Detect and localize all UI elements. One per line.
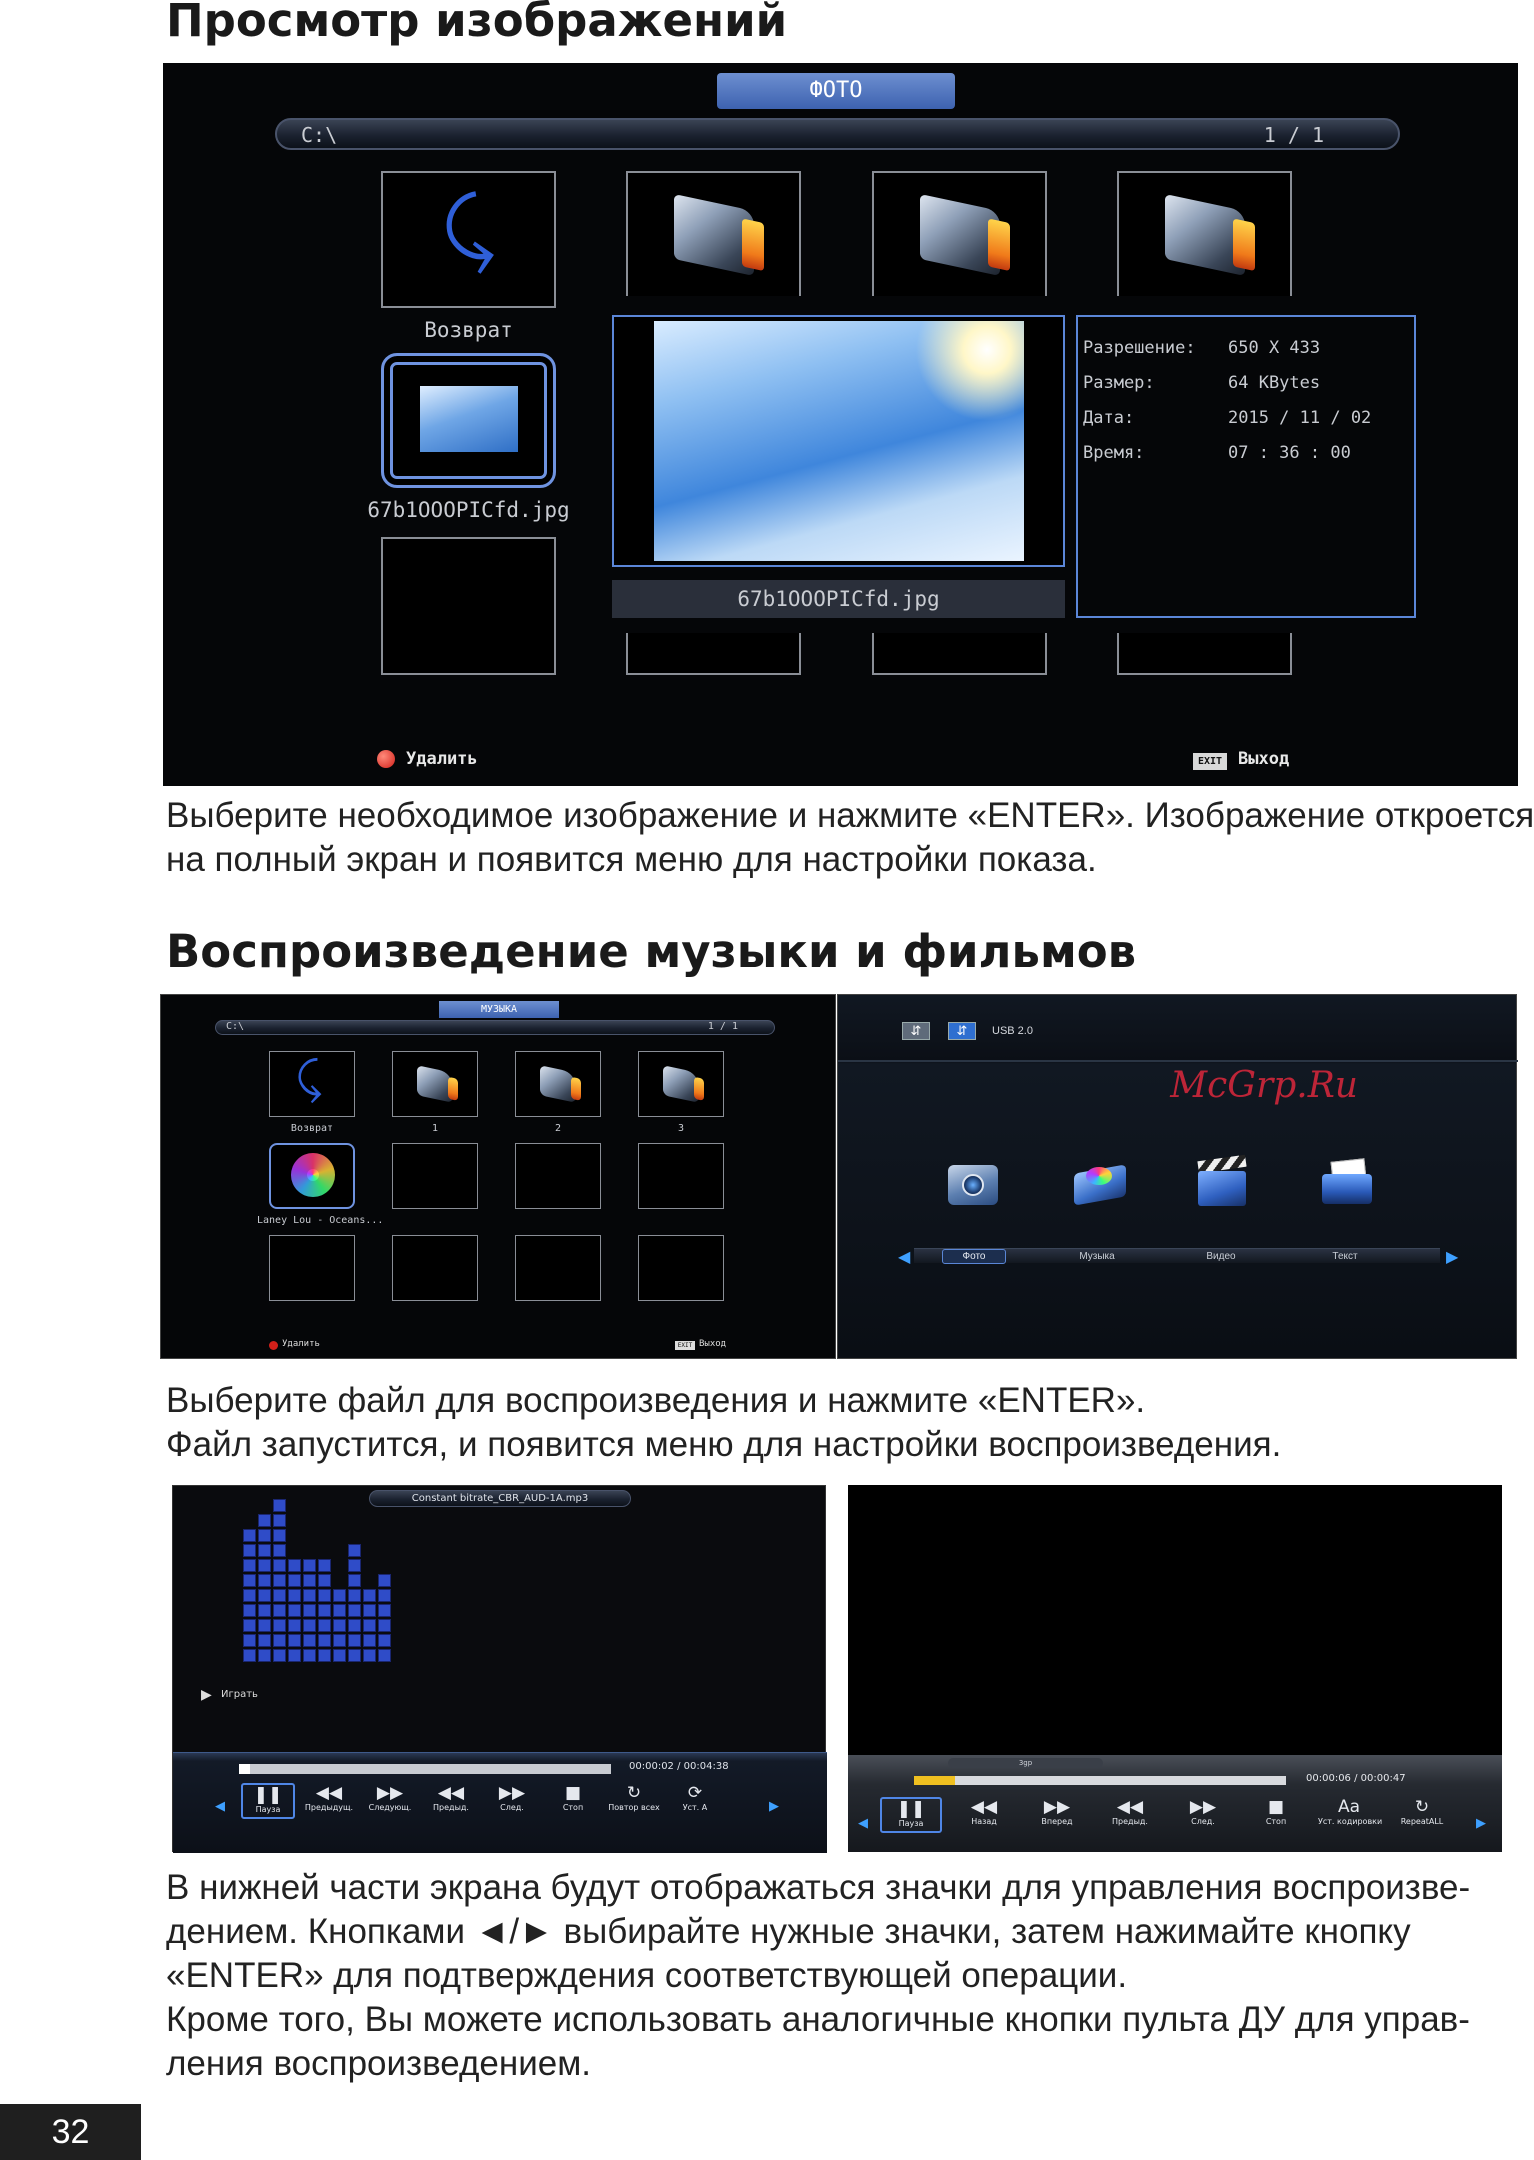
empty-tile[interactable] xyxy=(269,1235,355,1301)
control-button-5[interactable] xyxy=(1172,1797,1234,1833)
spectrum-segment xyxy=(243,1544,256,1557)
spectrum-segment xyxy=(273,1649,286,1662)
arrow-right-icon[interactable]: ▶ xyxy=(1446,1249,1459,1266)
spectrum-segment xyxy=(348,1574,361,1587)
spectrum-segment xyxy=(303,1634,316,1647)
spectrum-segment xyxy=(318,1649,331,1662)
control-glyph-icon: ◀◀ xyxy=(970,1797,998,1817)
section-title-music-video: Воспроизведение музыки и фильмов xyxy=(166,925,1137,978)
spectrum-segment xyxy=(333,1619,346,1632)
control-button-1[interactable] xyxy=(241,1783,295,1819)
spectrum-segment xyxy=(318,1589,331,1602)
folder-icon xyxy=(663,1065,699,1103)
control-button-1[interactable] xyxy=(880,1797,942,1833)
menu-item-music[interactable]: Музыка xyxy=(1079,1251,1115,1262)
progress-fill xyxy=(239,1764,250,1774)
control-label: Уст. A xyxy=(682,1803,708,1812)
file-tile-selected[interactable] xyxy=(381,353,556,488)
control-label: Следующ. xyxy=(368,1803,412,1812)
spectrum-segment xyxy=(333,1649,346,1662)
arrow-left-icon[interactable]: ◀ xyxy=(858,1815,868,1830)
delete-label[interactable]: Удалить xyxy=(406,749,478,769)
preview-image xyxy=(654,321,1024,561)
control-glyph-icon: ◀◀ xyxy=(1116,1797,1144,1817)
control-glyph-icon: ▶▶ xyxy=(1189,1797,1217,1817)
video-player-screen xyxy=(848,1485,1502,1852)
spectrum-segment xyxy=(273,1634,286,1647)
exit-key-icon: EXIT xyxy=(675,1341,695,1350)
time-display: 00:00:06 / 00:00:47 xyxy=(1306,1773,1406,1784)
control-button-7[interactable] xyxy=(1318,1797,1383,1833)
spectrum-segment xyxy=(258,1544,271,1557)
folder-tile-2[interactable] xyxy=(515,1051,601,1117)
path-bar xyxy=(275,118,1400,150)
folder-tile-3[interactable] xyxy=(1117,171,1292,296)
spectrum-segment xyxy=(288,1634,301,1647)
image-thumbnail xyxy=(420,386,518,452)
spectrum-segment xyxy=(258,1589,271,1602)
control-label: Предыд. xyxy=(1112,1817,1148,1826)
path-bar xyxy=(215,1020,775,1035)
control-glyph-icon: Aa xyxy=(1337,1797,1361,1817)
spectrum-segment xyxy=(288,1649,301,1662)
spectrum-segment xyxy=(333,1634,346,1647)
spectrum-segment xyxy=(378,1649,391,1662)
control-label: След. xyxy=(500,1803,524,1812)
page-indicator: 1 / 1 xyxy=(707,1021,738,1032)
control-glyph-icon: ⟳ xyxy=(687,1783,703,1803)
control-glyph-icon: ▶▶ xyxy=(1043,1797,1071,1817)
spectrum-segment xyxy=(303,1649,316,1662)
control-glyph-icon: ◀◀ xyxy=(437,1783,465,1803)
empty-tile[interactable] xyxy=(872,633,1047,675)
empty-tile[interactable] xyxy=(392,1143,478,1209)
spectrum-segment xyxy=(348,1649,361,1662)
file-tile-selected[interactable] xyxy=(269,1143,355,1209)
spectrum-segment xyxy=(303,1589,316,1602)
spectrum-segment xyxy=(318,1634,331,1647)
control-label: Предыдущ. xyxy=(304,1803,354,1812)
control-button-4[interactable] xyxy=(1099,1797,1161,1833)
spectrum-segment xyxy=(273,1574,286,1587)
info-row: Разрешение: 650 X 433 xyxy=(1083,338,1321,358)
play-icon: ▶ xyxy=(201,1686,212,1702)
spectrum-segment xyxy=(378,1604,391,1617)
control-panel xyxy=(848,1755,1502,1852)
control-label: Назад xyxy=(971,1817,997,1826)
control-label: RepeatALL xyxy=(1400,1817,1444,1826)
spectrum-segment xyxy=(243,1529,256,1542)
progress-fill xyxy=(914,1776,955,1785)
empty-tile[interactable] xyxy=(515,1235,601,1301)
control-label: Уст. кодировки xyxy=(1318,1817,1383,1826)
progress-track[interactable] xyxy=(239,1764,611,1774)
control-glyph-icon: ❚❚ xyxy=(896,1799,926,1819)
spectrum-segment xyxy=(258,1529,271,1542)
control-label: Предыд. xyxy=(433,1803,469,1812)
empty-tile[interactable] xyxy=(638,1143,724,1209)
menu-item-video[interactable]: Видео xyxy=(1206,1251,1236,1262)
control-button-8[interactable] xyxy=(668,1783,722,1819)
control-button-2[interactable] xyxy=(953,1797,1015,1833)
page-indicator: 1 / 1 xyxy=(1263,123,1324,147)
back-tile[interactable] xyxy=(381,171,556,308)
music-browser-screen xyxy=(160,994,836,1359)
spectrum-segment xyxy=(243,1619,256,1632)
empty-tile[interactable] xyxy=(381,537,556,675)
watermark: McGrp.Ru xyxy=(1170,1065,1358,1106)
progress-track[interactable] xyxy=(914,1776,1286,1785)
music-box-icon[interactable] xyxy=(1074,1155,1126,1205)
spectrum-segment xyxy=(363,1634,376,1647)
spectrum-segment xyxy=(258,1619,271,1632)
spectrum-segment xyxy=(288,1604,301,1617)
control-label: Стоп xyxy=(562,1803,584,1812)
spectrum-segment xyxy=(363,1649,376,1662)
control-panel xyxy=(173,1752,827,1853)
control-label: Вперед xyxy=(1041,1817,1073,1826)
spectrum-segment xyxy=(348,1619,361,1632)
category-menu-bar xyxy=(914,1248,1440,1263)
spectrum-segment xyxy=(348,1634,361,1647)
spectrum-segment xyxy=(288,1559,301,1572)
control-glyph-icon: ▶▶ xyxy=(376,1783,404,1803)
spectrum-segment xyxy=(243,1559,256,1572)
folder-tile-2[interactable] xyxy=(872,171,1047,296)
spectrum-segment xyxy=(258,1604,271,1617)
spectrum-segment xyxy=(258,1634,271,1647)
spectrum-segment xyxy=(303,1604,316,1617)
section3-paragraph: В нижней части экрана будут отображаться значки для управления воспроизве- дением. Кнопками ◄/► выбирайте нужные значки, затем нажимайте кнопку «ENTER» для подтверждения соответствующей операции. Кроме того, Вы можете использовать аналогичные кнопки пульта ДУ для управ- ления воспроизведением. xyxy=(166,1868,1471,2083)
red-key-icon xyxy=(269,1341,278,1350)
page-number: 32 xyxy=(0,2104,141,2160)
info-row: Дата: 2015 / 11 / 02 xyxy=(1083,408,1372,428)
folder-icon xyxy=(920,193,1000,275)
control-glyph-icon: ■ xyxy=(564,1783,582,1803)
path-text: C:\ xyxy=(226,1021,245,1032)
spectrum-segment xyxy=(288,1589,301,1602)
control-button-7[interactable] xyxy=(607,1783,661,1819)
spectrum-segment xyxy=(273,1619,286,1632)
track-title: Constant bitrate_CBR_AUD-1A.mp3 xyxy=(369,1490,631,1507)
control-button-5[interactable] xyxy=(485,1783,539,1819)
exit-label[interactable]: Выход xyxy=(699,1339,727,1349)
spectrum-segment xyxy=(243,1574,256,1587)
spectrum-segment xyxy=(378,1589,391,1602)
spectrum-segment xyxy=(243,1634,256,1647)
control-button-2[interactable] xyxy=(302,1783,356,1819)
usb-icon-selected: ⇵ xyxy=(948,1022,976,1040)
media-main-menu-screen xyxy=(837,994,1517,1359)
music-disc-icon xyxy=(291,1153,335,1197)
control-button-6[interactable] xyxy=(546,1783,600,1819)
spectrum-segment xyxy=(303,1559,316,1572)
arrow-left-icon[interactable]: ◀ xyxy=(215,1798,225,1813)
spectrum-segment xyxy=(258,1649,271,1662)
control-glyph-icon: ▶▶ xyxy=(498,1783,526,1803)
photo-browser-screen xyxy=(163,63,1518,786)
spectrum-segment xyxy=(243,1604,256,1617)
file-name: Laney Lou - Oceans... xyxy=(257,1215,384,1226)
section1-paragraph: Выберите необходимое изображение и нажмите «ENTER». Изображение откроется на полный экран и появится меню для настройки показа. xyxy=(166,796,1534,879)
menu-item-photo[interactable]: Фото xyxy=(942,1249,1006,1264)
spectrum-segment xyxy=(243,1649,256,1662)
empty-tile[interactable] xyxy=(392,1235,478,1301)
screen-header: ФОТО xyxy=(717,73,955,109)
spectrum-segment xyxy=(348,1559,361,1572)
spectrum-segment xyxy=(333,1604,346,1617)
spectrum-segment xyxy=(258,1514,271,1527)
folder-icon xyxy=(540,1065,576,1103)
arrow-right-icon[interactable]: ▶ xyxy=(769,1798,779,1813)
camera-icon[interactable] xyxy=(948,1165,998,1205)
spectrum-visualizer xyxy=(243,1516,463,1664)
text-document-icon[interactable] xyxy=(1322,1160,1372,1205)
spectrum-segment xyxy=(333,1589,346,1602)
spectrum-segment xyxy=(378,1574,391,1587)
folder-icon xyxy=(1165,193,1245,275)
play-status: Играть xyxy=(221,1689,258,1700)
empty-tile[interactable] xyxy=(638,1235,724,1301)
folder-tile-3[interactable] xyxy=(638,1051,724,1117)
clapperboard-icon[interactable] xyxy=(1198,1158,1246,1206)
arrow-right-icon[interactable]: ▶ xyxy=(1476,1815,1486,1830)
red-key-icon xyxy=(377,750,395,768)
empty-tile[interactable] xyxy=(1117,633,1292,675)
back-label: Возврат xyxy=(424,318,513,342)
spectrum-segment xyxy=(258,1559,271,1572)
back-label: Возврат xyxy=(290,1123,334,1134)
spectrum-segment xyxy=(303,1574,316,1587)
return-arrow-icon: ⤹ xyxy=(296,1053,323,1104)
spectrum-segment xyxy=(273,1499,286,1512)
control-glyph-icon: ↻ xyxy=(626,1783,642,1803)
preview-frame xyxy=(612,315,1065,567)
usb-icon: ⇵ xyxy=(902,1022,930,1040)
control-button-3[interactable] xyxy=(363,1783,417,1819)
control-glyph-icon: ↻ xyxy=(1414,1797,1430,1817)
spectrum-segment xyxy=(348,1604,361,1617)
spectrum-segment xyxy=(318,1559,331,1572)
spectrum-segment xyxy=(378,1634,391,1647)
file-info-panel xyxy=(1076,315,1416,618)
exit-label[interactable]: Выход xyxy=(1238,749,1290,769)
folder-tile-1[interactable] xyxy=(392,1051,478,1117)
control-button-3[interactable] xyxy=(1026,1797,1088,1833)
spectrum-segment xyxy=(288,1574,301,1587)
arrow-left-icon[interactable]: ◀ xyxy=(898,1249,911,1266)
menu-item-text[interactable]: Текст xyxy=(1332,1251,1358,1262)
usb-label: USB 2.0 xyxy=(992,1025,1033,1037)
spectrum-segment xyxy=(363,1604,376,1617)
spectrum-segment xyxy=(363,1589,376,1602)
spectrum-segment xyxy=(348,1589,361,1602)
control-label: Стоп xyxy=(1265,1817,1287,1826)
spectrum-segment xyxy=(273,1604,286,1617)
folder-label: 1 xyxy=(431,1123,439,1134)
path-text: C:\ xyxy=(301,123,338,147)
section-title-photo: Просмотр изображений xyxy=(166,0,788,47)
folder-label: 3 xyxy=(677,1123,685,1134)
file-name: 67b1OOOPICfd.jpg xyxy=(367,498,570,522)
preview-caption: 67b1OOOPICfd.jpg xyxy=(612,580,1065,618)
screen-header: МУЗЫКА xyxy=(439,1001,559,1018)
folder-label: 2 xyxy=(554,1123,562,1134)
spectrum-segment xyxy=(288,1619,301,1632)
time-display: 00:00:02 / 00:04:38 xyxy=(629,1761,729,1772)
control-label: След. xyxy=(1191,1817,1215,1826)
spectrum-segment xyxy=(318,1574,331,1587)
spectrum-segment xyxy=(303,1619,316,1632)
info-row: Время: 07 : 36 : 00 xyxy=(1083,443,1351,463)
folder-tile-1[interactable] xyxy=(626,171,801,296)
spectrum-segment xyxy=(378,1619,391,1632)
spectrum-segment xyxy=(273,1559,286,1572)
music-player-screen xyxy=(172,1485,826,1852)
spectrum-segment xyxy=(273,1514,286,1527)
control-glyph-icon: ◀◀ xyxy=(315,1783,343,1803)
folder-icon xyxy=(674,193,754,275)
control-label: Повтор всех xyxy=(608,1803,660,1812)
control-label: Пауза xyxy=(898,1819,924,1828)
control-glyph-icon: ❚❚ xyxy=(253,1785,283,1805)
spectrum-segment xyxy=(243,1589,256,1602)
format-label: 3gp xyxy=(948,1758,1103,1768)
spectrum-segment xyxy=(318,1619,331,1632)
return-arrow-icon: ⤹ xyxy=(435,179,499,280)
spectrum-segment xyxy=(273,1589,286,1602)
control-button-4[interactable] xyxy=(424,1783,478,1819)
spectrum-segment xyxy=(258,1574,271,1587)
spectrum-segment xyxy=(348,1544,361,1557)
empty-tile[interactable] xyxy=(626,633,801,675)
delete-label[interactable]: Удалить xyxy=(282,1339,320,1349)
control-label: Пауза xyxy=(255,1805,281,1814)
folder-icon xyxy=(417,1065,453,1103)
exit-key-icon: EXIT xyxy=(1193,753,1227,770)
spectrum-segment xyxy=(273,1529,286,1542)
control-glyph-icon: ■ xyxy=(1267,1797,1285,1817)
empty-tile[interactable] xyxy=(515,1143,601,1209)
spectrum-segment xyxy=(363,1619,376,1632)
control-button-8[interactable] xyxy=(1391,1797,1453,1833)
section2-paragraph: Выберите файл для воспроизведения и нажмите «ENTER». Файл запустится, и появится меню для настройки воспроизведения. xyxy=(166,1381,1282,1464)
control-button-6[interactable] xyxy=(1245,1797,1307,1833)
info-row: Размер: 64 KBytes xyxy=(1083,373,1321,393)
spectrum-segment xyxy=(273,1544,286,1557)
spectrum-segment xyxy=(318,1604,331,1617)
back-tile[interactable] xyxy=(269,1051,355,1117)
